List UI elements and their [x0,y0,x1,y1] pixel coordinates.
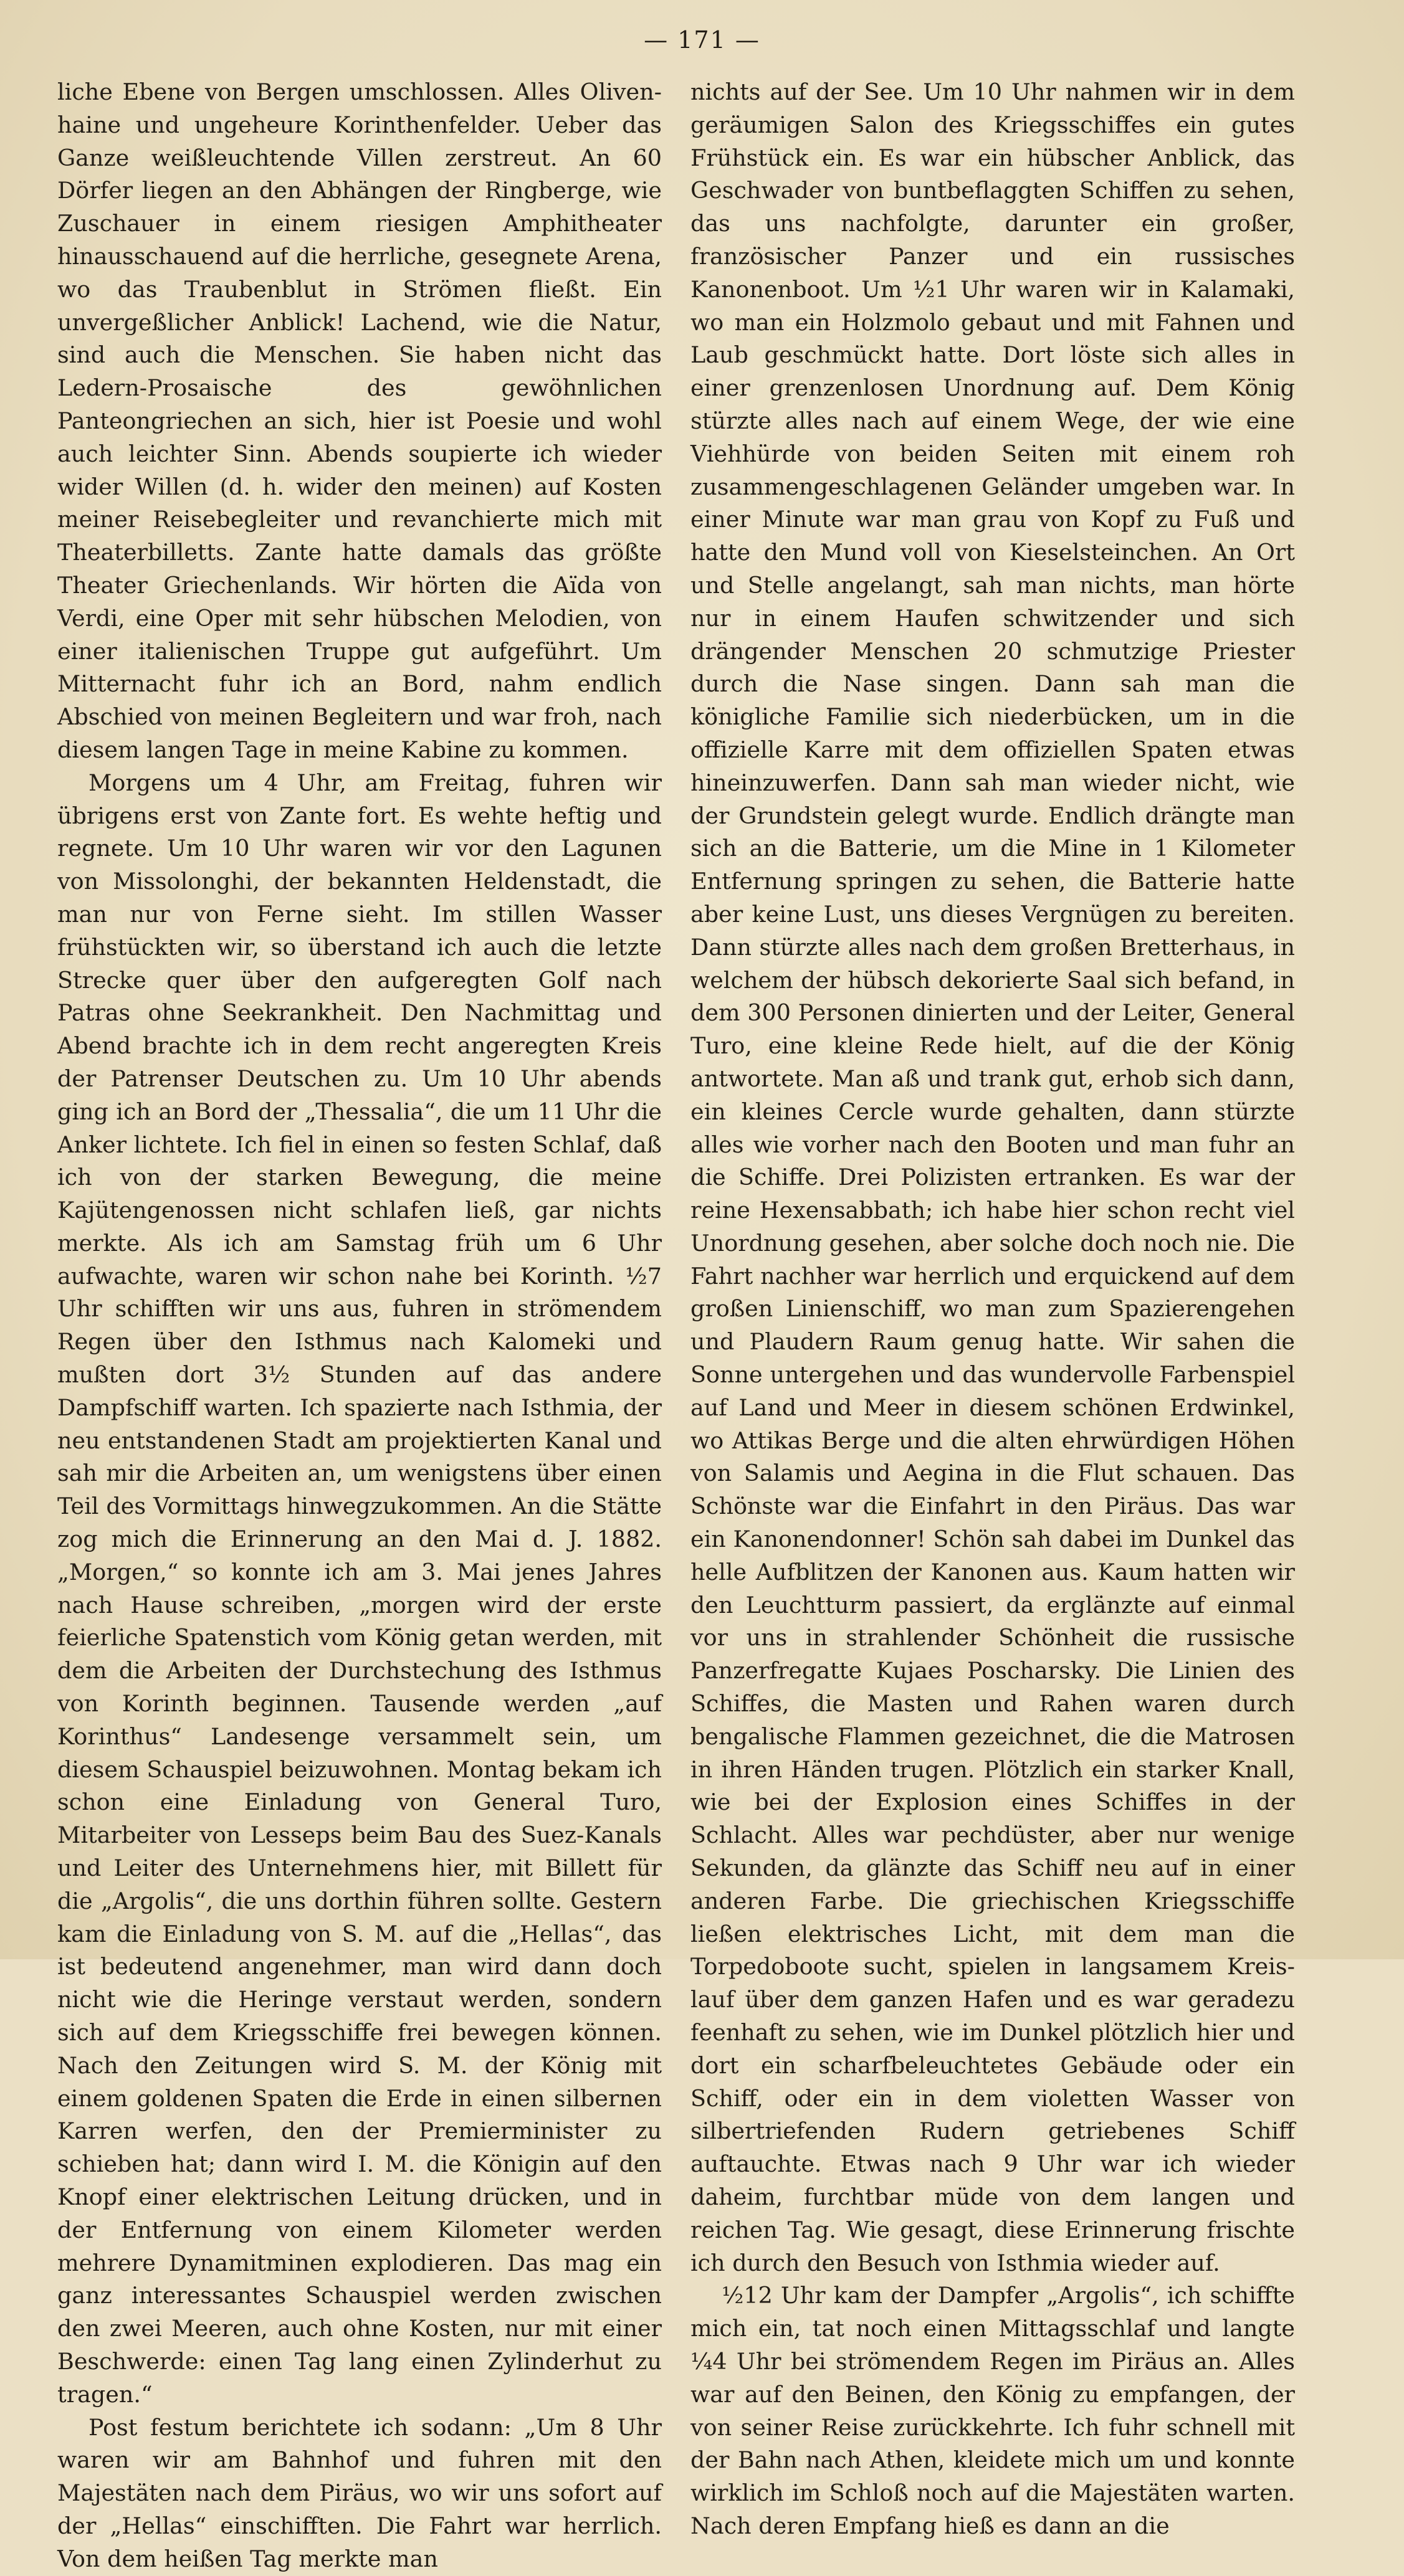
page-number: — 171 — [644,26,760,54]
paragraph: liche Ebene von Bergen umschlossen. Alles Olivenhaine und ungeheure Korinthenfelder. Ueber das Ganze weißleuchtende Villen zerstreut. An 60 Dörfer liegen an den Abhängen der Ringberge, wie Zuschauer in einem riesigen Amphitheater hinausschauend auf die herrliche, gesegnete Arena, wo das Traubenblut in Strömen fließt. Ein unvergeßlicher Anblick! Lachend, wie die Natur, sind auch die Menschen. Sie haben nicht das Ledern-Prosaische des gewöhnlichen Panteongriechen an sich, hier ist Poesie und wohl auch leichter Sinn. Abends soupierte ich wieder wider Willen (d. h. wider den meinen) auf Kosten meiner Reisebegleiter und revanchierte mich mit Theaterbilletts. Zante hatte damals das größte Theater Griechenlands. Wir hörten die Aïda von Verdi, eine Oper mit sehr hübschen Melodien, von einer italienischen Truppe gut aufgeführt. Um Mitternacht fuhr ich an Bord, nahm endlich Abschied von meinen Begleitern und war froh, nach diesem langen Tage in meine Kabine zu kommen. [57,78,662,763]
right-column [690,76,1295,2543]
paragraph: Post festum berichtete ich sodann: „Um 8 Uhr waren wir am Bahnhof und fuhren mit den Majestäten nach dem Piräus, wo wir uns sofort auf der „Hellas“ einschifften. Die Fahrt war herrlich. Von dem heißen Tag merkte man [57,2413,662,2572]
left-column [57,76,662,2576]
paragraph: ½12 Uhr kam der Dampfer „Argolis“, ich schiffte mich ein, tat noch einen Mittagsschlaf und langte ¼4 Uhr bei strömendem Regen im Piräus an. Alles war auf den Beinen, den König zu empfangen, der von seiner Reise zurückkehrte. Ich fuhr schnell mit der Bahn nach Athen, kleidete mich um und konnte wirklich im Schloß noch auf die Majestäten warten. Nach deren Empfang hieß es dann an die [690,2282,1295,2539]
paragraph: nichts auf der See. Um 10 Uhr nahmen wir in dem geräumigen Salon des Kriegsschiffes ein gutes Frühstück ein. Es war ein hübscher Anblick, das Geschwader von buntbeflaggten Schiffen zu sehen, das uns nachfolgte, darunter ein großer, französischer Panzer und ein russisches Kanonenboot. Um ½1 Uhr waren wir in Kalamaki, wo man ein Holzmolo gebaut und mit Fahnen und Laub geschmückt hatte. Dort löste sich alles in einer grenzenlosen Unordnung auf. Dem König stürzte alles nach auf einem Wege, der wie eine Viehhürde von beiden Seiten mit einem roh zusammengeschlagenen Geländer umgeben war. In einer Minute war man grau von Kopf zu Fuß und hatte den Mund voll von Kieselsteinchen. An Ort und Stelle angelangt, sah man nichts, man hörte nur in einem Haufen schwitzender und sich drängender Menschen 20 schmutzige Priester durch die Nase singen. Dann sah man die königliche Familie sich niederbücken, um in die offizielle Karre mit dem offiziellen Spaten etwas hineinzuwerfen. Dann sah man wieder nicht, wie der Grundstein gelegt wurde. Endlich drängte man sich an die Batterie, um die Mine in 1 Kilometer Entfernung springen zu sehen, die Batterie hatte aber keine Lust, uns dieses Vergnügen zu bereiten. Dann stürzte alles nach dem großen Bretterhaus, in welchem der hübsch dekorierte Saal sich befand, in dem 300 Personen dinierten und der Leiter, General Turo, eine kleine Rede hielt, auf die der König antwortete. Man aß und trank gut, erhob sich dann, ein kleines Cercle wurde gehalten, dann stürzte alles wie vorher nach den Booten und man fuhr an die Schiffe. Drei Polizisten ertranken. Es war der reine Hexensabbath; ich habe hier schon recht viel Unordnung gesehen, aber solche doch noch nie. Die Fahrt nachher war herrlich und erquickend auf dem großen Linienschiff, wo man zum Spazierengehen und Plaudern Raum genug hatte. Wir sahen die Sonne untergehen und das wundervolle Farbenspiel auf Land und Meer in diesem schönen Erdwinkel, wo Attikas Berge und die alten ehrwürdigen Höhen von Salamis und Aegina in die Flut schauen. Das Schönste war die Einfahrt in den Piräus. Das war ein Kanonendonner! Schön sah dabei im Dunkel das helle Aufblitzen der Kanonen aus. Kaum hatten wir den Leuchtturm passiert, da erglänzte auf einmal vor uns in strahlender Schönheit die russische Panzerfregatte Kujaes Poscharsky. Die Linien des Schiffes, die Masten und Rahen waren durch bengalische Flammen gezeichnet, die die Matrosen in ihren Händen trugen. Plötzlich ein starker Knall, wie bei der Explosion eines Schiffes in der Schlacht. Alles war pechdüster, aber nur wenige Sekunden, da glänzte das Schiff neu auf in einer anderen Farbe. Die griechischen Kriegsschiffe ließen elektrisches Licht, mit dem man die Torpedoboote sucht, spielen in langsamem Kreislauf über dem ganzen Hafen und es war geradezu feenhaft zu sehen, wie im Dunkel plötzlich hier und dort ein scharfbeleuchtetes Gebäude oder ein Schiff, oder ein in dem violetten Wasser von silbertriefenden Rudern getriebenes Schiff auftauchte. Etwas nach 9 Uhr war ich wieder daheim, furchtbar müde von dem langen und reichen Tag. Wie gesagt, diese Erinnerung frischte ich durch den Besuch von Isthmia wieder auf. [690,78,1295,2276]
paragraph: Morgens um 4 Uhr, am Freitag, fuhren wir übrigens erst von Zante fort. Es wehte heftig und regnete. Um 10 Uhr waren wir vor den Lagunen von Missolonghi, der bekannten Heldenstadt, die man nur von Ferne sieht. Im stillen Wasser frühstückten wir, so überstand ich auch die letzte Strecke quer über den aufgeregten Golf nach Patras ohne Seekrankheit. Den Nachmittag und Abend brachte ich in dem recht angeregten Kreis der Patrenser Deutschen zu. Um 10 Uhr abends ging ich an Bord der „Thessalia“, die um 11 Uhr die Anker lichtete. Ich fiel in einen so festen Schlaf, daß ich von der starken Bewegung, die meine Kajütengenossen nicht schlafen ließ, gar nichts merkte. Als ich am Samstag früh um 6 Uhr aufwachte, waren wir schon nahe bei Korinth. ½7 Uhr schifften wir uns aus, fuhren in strömendem Regen über den Isthmus nach Kalomeki und mußten dort 3½ Stunden auf das andere Dampfschiff warten. Ich spazierte nach Isthmia, der neu entstandenen Stadt am projektierten Kanal und sah mir die Arbeiten an, um wenigstens über einen Teil des Vormittags hinwegzukommen. An die Stätte zog mich die Erinnerung an den Mai d. J. 1882. „Morgen,“ so konnte ich am 3. Mai jenes Jahres nach Hause schreiben, „morgen wird der erste feierliche Spatenstich vom König getan werden, mit dem die Arbeiten der Durchstechung des Isthmus von Korinth beginnen. Tausende werden „auf Korinthus“ Landesenge versammelt sein, um diesem Schauspiel beizuwohnen. Montag bekam ich schon eine Einladung von General Turo, Mitarbeiter von Lesseps beim Bau des Suez-Kanals und Leiter des Unternehmens hier, mit Billett für die „Argolis“, die uns dorthin führen sollte. Gestern kam die Einladung von S. M. auf die „Hellas“, das ist bedeutend angenehmer, man wird dann doch nicht wie die Heringe verstaut werden, sondern sich auf dem Kriegsschiffe frei bewegen können. Nach den Zeitungen wird S. M. der König mit einem goldenen Spaten die Erde in einen silbernen Karren werfen, den der Premierminister zu schieben hat; dann wird I. M. die Königin auf den Knopf einer elektrischen Leitung drücken, und in der Entfernung von einem Kilometer werden mehrere Dynamitminen explodieren. Das mag ein ganz interessantes Schauspiel werden zwischen den zwei Meeren, auch ohne Kosten, nur mit einer Beschwerde: einen Tag lang einen Zylinderhut zu tragen.“ [57,769,662,2408]
